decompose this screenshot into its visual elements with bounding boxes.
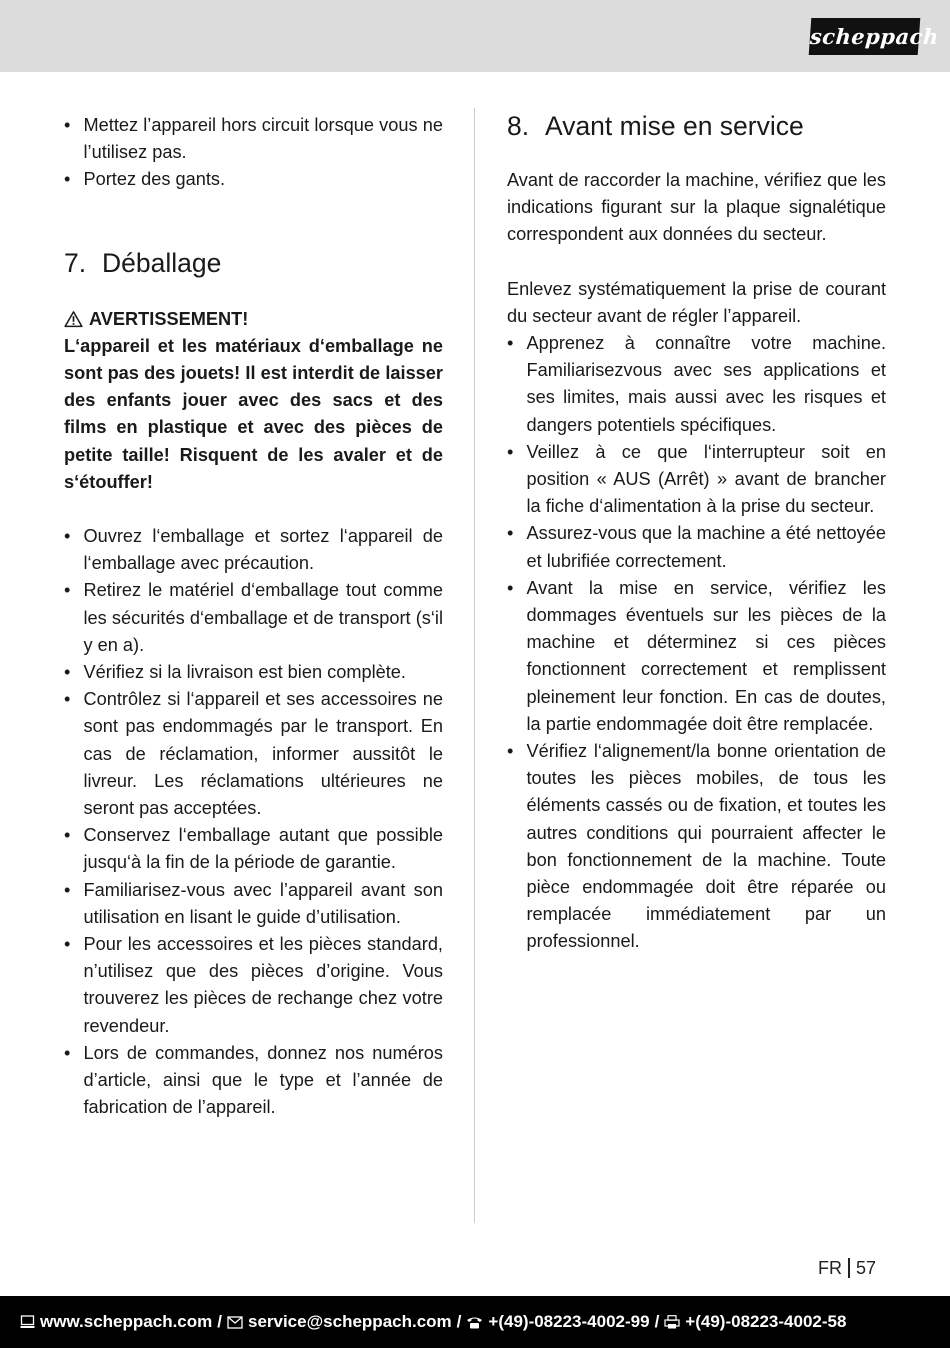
paragraph: Enlevez systématiquement la prise de courant du secteur avant de régler l’appareil. (507, 278, 886, 326)
language-code: FR (818, 1258, 842, 1278)
page-number-value: 57 (856, 1258, 877, 1278)
separator: / (217, 1312, 222, 1331)
separator: / (456, 1312, 462, 1331)
contact-bar (0, 1296, 950, 1348)
phone-icon (466, 1316, 483, 1329)
list-item: • Assurez-vous que la machine a été nettoyée et lubrifiée correctement. (507, 523, 886, 571)
website-link[interactable]: www.scheppach.com (40, 1312, 213, 1331)
section-number: 8. (507, 111, 530, 141)
brand-logo: scheppach (809, 18, 921, 55)
preparation-list (507, 330, 886, 956)
paragraph: Avant de raccorder la machine, vérifiez que les indications figurant sur la plaque signalétique correspondent aux données du secteur. (507, 170, 886, 245)
section-7-heading (64, 247, 443, 279)
fax-number: +(49)-08223-4002-58 (685, 1312, 847, 1331)
section-number: 7. (64, 247, 87, 278)
list-item: • Avant la mise en service, vérifiez les dommages éventuels sur les pièces de la machine et déterminez si ces pièces fonctionnent correctement et remplissent pleinement leur fonction. En cas de doutes, la partie endommagée doit être remplacée. (507, 577, 886, 734)
column-divider (474, 108, 475, 1223)
section-8-heading (507, 110, 886, 142)
list-item: • Vérifiez si la livraison est bien complète. (64, 662, 406, 683)
list-item: • Lors de commandes, donnez nos numéros d’article, ainsi que le type et l’année de fabrication de l’appareil. (64, 1042, 443, 1118)
unpacking-list (64, 523, 443, 1121)
list-item: • Veillez à ce que l‘interrupteur soit en position « AUS (Arrêt) » avant de brancher la fiche d‘alimentation à la prise du secteur. (507, 441, 886, 517)
list-item: • Familiarisez-vous avec l’appareil avant son utilisation en lisant le guide d’utilisation. (64, 879, 443, 927)
divider (848, 1258, 850, 1278)
left-column (64, 112, 443, 1122)
right-column (507, 112, 886, 956)
list-item: • Mettez l’appareil hors circuit lorsque vous ne l’utilisez pas. (64, 115, 443, 163)
list-item: • Ouvrez l‘emballage et sortez l‘appareil de l‘emballage avec précaution. (64, 526, 443, 574)
list-item: • Pour les accessoires et les pièces standard, n’utilisez que des pièces d’origine. Vous trouverez les pièces de rechange chez votre revendeur. (64, 934, 443, 1036)
list-item: • Portez des gants. (64, 169, 226, 190)
email-link[interactable]: service@scheppach.com (247, 1312, 452, 1331)
list-item: • Apprenez à connaître votre machine. Familiarisezvous avec ses applications et ses limites, mais aussi avec les risques et dangers potentiels spécifiques. (507, 333, 886, 435)
warning-block (64, 306, 443, 496)
page-number (818, 1255, 876, 1281)
mail-icon (227, 1316, 243, 1329)
section-title: Avant mise en service (545, 111, 804, 141)
separator: / (654, 1312, 660, 1331)
phone-number: +(49)-08223-4002-99 (488, 1312, 650, 1331)
warning-title: AVERTISSEMENT! (89, 308, 249, 329)
intro-list (64, 112, 443, 194)
warning-title-row (64, 306, 443, 333)
list-item: • Contrôlez si l‘appareil et ses accessoires ne sont pas endommagés par le transport. En cas de réclamation, informer aussitôt le livreur. Les réclamations ultérieures ne seront pas acceptées. (64, 689, 443, 819)
list-item: • Vérifiez l‘alignement/la bonne orientation de toutes les pièces mobiles, de tous les éléments cassés ou de fixation, et toutes les autres conditions qui pourraient affecter le bon fonctionnement de la machine. Toute pièce endommagée doit être réparée ou remplacée immédiatement par un professionnel. (507, 741, 886, 952)
header-band (0, 0, 950, 72)
warning-text: L‘appareil et les matériaux d‘emballage ne sont pas des jouets! Il est interdit de laisser des enfants jouer avec des sacs et des films en plastique et avec des pièces de petite taille! Risquent de les avaler et de s‘étouffer! (64, 335, 443, 492)
list-item: • Conservez l‘emballage autant que possible jusqu‘à la fin de la période de garantie. (64, 825, 443, 873)
section-title: Déballage (102, 247, 222, 278)
list-item: • Retirez le matériel d‘emballage tout comme les sécurités d‘emballage et de transport (s‘il y en a). (64, 580, 443, 655)
warning-triangle-icon (64, 310, 83, 328)
computer-icon (20, 1315, 35, 1329)
fax-icon (664, 1315, 680, 1329)
